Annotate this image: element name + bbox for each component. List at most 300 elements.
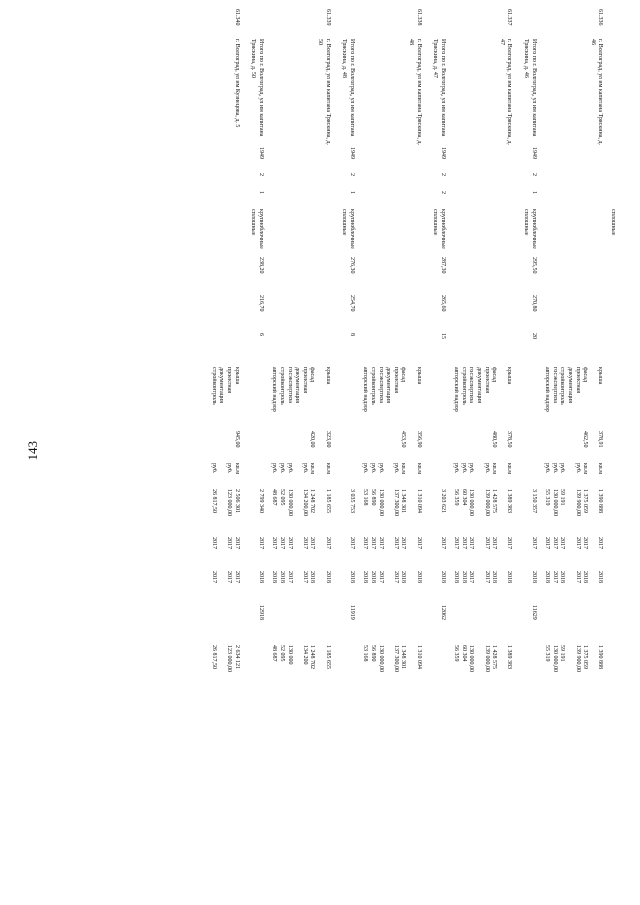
cell-work: фасад [582, 367, 589, 383]
cell-qty [543, 430, 551, 462]
cell-y2: 2017 [377, 571, 384, 583]
cell-code: 61.336 [597, 9, 604, 26]
cell-code [361, 8, 369, 38]
cell-y1: 2017 [460, 537, 467, 549]
cell-code [285, 8, 293, 38]
cell-b: 1 [348, 191, 355, 194]
cell-ref [209, 604, 217, 644]
cell-y2: 2017 [392, 571, 399, 583]
cell-cost: 1 310 094 [415, 489, 422, 513]
cell-cost: 134 200,00 [301, 489, 308, 516]
cell-work [245, 366, 270, 430]
cell-a [277, 172, 285, 190]
cell-sum [517, 644, 542, 696]
cell-unit: руб. [301, 463, 308, 474]
cell-ref [467, 604, 475, 644]
table-row [285, 8, 293, 696]
table-row [497, 8, 517, 696]
cell-b: 2 [439, 191, 446, 194]
cell-qty: 480,50 [491, 431, 498, 448]
cell-area1 [209, 256, 217, 294]
cell-area1 [361, 256, 369, 294]
cell-a [565, 172, 580, 190]
cell-code: 61.337 [506, 9, 513, 26]
cell-people [384, 332, 399, 366]
cell-a [232, 172, 245, 190]
cell-sum: 1 310 094 [415, 645, 422, 669]
cell-qty: 378,50 [506, 431, 513, 448]
cell-unit [336, 462, 361, 488]
cell-a [399, 172, 407, 190]
cell-b [293, 190, 308, 208]
cell-material [565, 208, 580, 256]
cell-material [558, 208, 566, 256]
cell-area2 [608, 294, 616, 332]
cell-address: Итого по г. Волгоград, ул им капитана Тряскина, д. 50 [250, 39, 264, 137]
cell-material: крупноблочные сплошные [341, 209, 355, 249]
cell-y2: 2018 [400, 571, 407, 583]
cell-material [581, 208, 589, 256]
cell-people [368, 332, 376, 366]
cell-b [315, 190, 335, 208]
cell-qty: 420,00 [309, 431, 316, 448]
cell-y1: 2017 [324, 537, 331, 549]
cell-unit: руб. [460, 463, 467, 474]
cell-qty [459, 430, 467, 462]
cell-y2: 2017 [210, 571, 217, 583]
cell-y2: 2018 [506, 571, 513, 583]
cell-y1: 2017 [286, 537, 293, 549]
cell-year [315, 146, 335, 172]
cell-area2 [550, 294, 558, 332]
cell-cost: 60 304 [460, 489, 467, 506]
cell-work: проектная документация [385, 367, 399, 404]
cell-y1: 2017 [377, 537, 384, 549]
cell-code [459, 8, 467, 38]
cell-address [209, 38, 217, 146]
cell-code: 61.340 [233, 9, 240, 26]
cell-area1 [232, 256, 245, 294]
cell-cost: 26 817,50 [210, 489, 217, 513]
cell-year [368, 146, 376, 172]
cell-area2 [376, 294, 384, 332]
cell-y1: 2017 [301, 537, 308, 549]
cell-cost: 53 168 [362, 489, 369, 506]
cell-people [543, 332, 551, 366]
cell-area2: 270,80 [530, 295, 537, 312]
cell-a [558, 172, 566, 190]
cell-b [368, 190, 376, 208]
cell-sum: 130 000,00 [377, 645, 384, 672]
cell-cost: 48 687 [271, 489, 278, 506]
cell-sum: 139 900,00 [574, 645, 581, 672]
cell-work [517, 366, 542, 430]
cell-year [277, 146, 285, 172]
cell-address [308, 38, 316, 146]
cell-b [209, 190, 217, 208]
table-row [277, 8, 285, 696]
cell-people [308, 332, 316, 366]
table-row [558, 8, 566, 696]
cell-ref [384, 604, 399, 644]
cell-area2: 254,70 [348, 295, 355, 312]
cell-y1: 2017 [491, 537, 498, 549]
cell-area1 [376, 256, 384, 294]
cell-code [245, 8, 270, 38]
cell-address [558, 38, 566, 146]
cell-area1 [588, 256, 608, 294]
cell-unit: кв.м [415, 463, 422, 475]
cell-area2 [399, 294, 407, 332]
cell-material [475, 208, 490, 256]
page-number: 143 [25, 441, 40, 461]
cell-code [308, 8, 316, 38]
cell-work: госэкспертиза [551, 367, 558, 403]
cell-b [384, 190, 399, 208]
cell-y2: 2017 [233, 571, 240, 583]
cell-area2 [543, 294, 551, 332]
cell-sum: 1 428 575 [491, 645, 498, 669]
cell-people [565, 332, 580, 366]
cell-work: госэкспертиза [286, 367, 293, 403]
cell-work: крыша [506, 367, 513, 385]
cell-y1: 2017 [559, 537, 566, 549]
cell-work: авторский надзор [544, 367, 551, 412]
table-row [315, 8, 335, 696]
cell-people [459, 332, 467, 366]
cell-sum: 130 000,00 [551, 645, 558, 672]
cell-code [293, 8, 308, 38]
cell-unit: руб. [279, 463, 286, 474]
cell-unit: руб. [544, 463, 551, 474]
cell-address [459, 38, 467, 146]
cell-a [361, 172, 369, 190]
cell-area2 [490, 294, 498, 332]
cell-a [217, 172, 232, 190]
cell-area1 [452, 256, 460, 294]
cell-b [452, 190, 460, 208]
cell-year [308, 146, 316, 172]
cell-area1 [490, 256, 498, 294]
cell-sum: 139 000,00 [483, 645, 490, 672]
cell-code [517, 8, 542, 38]
cell-area2 [459, 294, 467, 332]
cell-b [399, 190, 407, 208]
cell-area1: 287,30 [439, 257, 446, 274]
cell-sum: 123 000,00 [226, 645, 233, 672]
cell-address [293, 38, 308, 146]
cell-y2: 2018 [559, 571, 566, 583]
cell-code: 61.339 [324, 9, 331, 26]
cell-area2 [315, 294, 335, 332]
cell-people [406, 332, 426, 366]
cell-material [361, 208, 369, 256]
cell-sum [427, 644, 452, 696]
cell-b [490, 190, 498, 208]
cell-address [550, 38, 558, 146]
cell-work: госэкспертиза [377, 367, 384, 403]
cell-area1 [399, 256, 407, 294]
cell-year [550, 146, 558, 172]
cell-ref [361, 604, 369, 644]
cell-unit: руб. [468, 463, 475, 474]
cell-y2: 2018 [309, 571, 316, 583]
cell-b [406, 190, 426, 208]
cell-y2: 2017 [574, 571, 581, 583]
cell-ref [308, 604, 316, 644]
cell-code [543, 8, 551, 38]
cell-sum: 55 319 [544, 645, 551, 662]
cell-material [459, 208, 467, 256]
cell-year: 1949 [530, 147, 537, 159]
cell-ref: 11919 [348, 605, 355, 620]
cell-unit [245, 462, 270, 488]
cell-year [490, 146, 498, 172]
cell-y2: 2018 [544, 571, 551, 583]
cell-area1 [467, 256, 475, 294]
cell-b [497, 190, 517, 208]
cell-work: авторский надзор [453, 367, 460, 412]
cell-cost: 1 389 383 [506, 489, 513, 513]
cell-y1: 2017 [210, 537, 217, 549]
cell-b [285, 190, 293, 208]
cell-year [608, 146, 616, 172]
cell-work: авторский надзор [362, 367, 369, 412]
cell-ref: 11629 [530, 605, 537, 620]
cell-qty: 356,90 [415, 431, 422, 448]
cell-sum: 2 634 121 [233, 645, 240, 669]
cell-unit: руб. [377, 463, 384, 474]
cell-work: стройконтроль [210, 367, 217, 405]
repair-program-table [209, 8, 616, 696]
table-row [217, 8, 232, 696]
cell-work: проектная документация [476, 367, 490, 404]
cell-area2 [361, 294, 369, 332]
cell-work: стройконтроль [279, 367, 286, 405]
cell-ref: 12918 [257, 605, 264, 620]
cell-address: г. Волгоград, ул им капитана Тряскина, д. 46 [589, 39, 604, 145]
cell-ref [399, 604, 407, 644]
cell-b [277, 190, 285, 208]
cell-address [217, 38, 232, 146]
cell-qty [336, 430, 361, 462]
cell-a [368, 172, 376, 190]
cell-unit: кв.м [582, 463, 589, 475]
cell-area1 [497, 256, 517, 294]
cell-code [581, 8, 589, 38]
cell-people [270, 332, 278, 366]
cell-qty [217, 430, 232, 462]
cell-area2 [565, 294, 580, 332]
cell-cost: 130 000,00 [468, 489, 475, 516]
table-row [232, 8, 245, 696]
cell-area2 [209, 294, 217, 332]
cell-address: Итого по г. Волгоград, ул им капитана Тряскина, д. 48 [341, 39, 355, 137]
cell-people: 6 [257, 333, 264, 336]
cell-unit: кв.м [506, 463, 513, 475]
cell-code [336, 8, 361, 38]
cell-year [270, 146, 278, 172]
cell-y1: 2017 [369, 537, 376, 549]
cell-material [209, 208, 217, 256]
cell-sum: 48 687 [271, 645, 278, 662]
table-row [543, 8, 551, 696]
cell-area1 [270, 256, 278, 294]
cell-people [285, 332, 293, 366]
cell-qty [209, 430, 217, 462]
table-row [550, 8, 558, 696]
cell-y1: 2017 [506, 537, 513, 549]
cell-b [361, 190, 369, 208]
cell-year [293, 146, 308, 172]
cell-people [209, 332, 217, 366]
cell-ref [550, 604, 558, 644]
cell-cost: 130 000,00 [377, 489, 384, 516]
cell-area2 [558, 294, 566, 332]
cell-area1: 276,30 [348, 257, 355, 274]
cell-area2 [406, 294, 426, 332]
cell-cost [608, 488, 616, 536]
table-row [565, 8, 580, 696]
cell-qty [475, 430, 490, 462]
table-row [406, 8, 426, 696]
cell-ref [588, 604, 608, 644]
cell-area1: 238,20 [257, 257, 264, 274]
cell-sum: 1 390 888 [597, 645, 604, 669]
cell-year [217, 146, 232, 172]
table-total-row [517, 8, 542, 696]
cell-a [490, 172, 498, 190]
cell-material: крупноблочные сплошные [432, 209, 446, 249]
cell-people [217, 332, 232, 366]
cell-sum: 137 300,00 [392, 645, 399, 672]
cell-y1: 2017 [392, 537, 399, 549]
cell-qty [565, 430, 580, 462]
cell-material [285, 208, 293, 256]
cell-material: крупноблочные сплошные [250, 209, 264, 249]
cell-y1: 2017 [530, 537, 537, 549]
cell-cost: 1 428 575 [491, 489, 498, 513]
cell-y2: 2018 [362, 571, 369, 583]
cell-material [452, 208, 460, 256]
cell-people [550, 332, 558, 366]
cell-a [285, 172, 293, 190]
cell-a [270, 172, 278, 190]
cell-unit: кв.м [491, 463, 498, 475]
table-row [361, 8, 369, 696]
cell-qty [467, 430, 475, 462]
cell-y2: 2018 [530, 571, 537, 583]
cell-people [293, 332, 308, 366]
table-row [376, 8, 384, 696]
cell-code [384, 8, 399, 38]
cell-ref [217, 604, 232, 644]
cell-unit: руб. [392, 463, 399, 474]
cell-people [376, 332, 384, 366]
cell-work: крыша [233, 367, 240, 385]
cell-code [399, 8, 407, 38]
cell-cost: 130 000,00 [551, 489, 558, 516]
cell-address [581, 38, 589, 146]
cell-ref [452, 604, 460, 644]
cell-area1 [406, 256, 426, 294]
cell-people [588, 332, 608, 366]
cell-ref [490, 604, 498, 644]
cell-year [558, 146, 566, 172]
cell-material [277, 208, 285, 256]
table-row [270, 8, 278, 696]
cell-y1: 2017 [468, 537, 475, 549]
cell-a [452, 172, 460, 190]
table-row [308, 8, 316, 696]
table-row [399, 8, 407, 696]
cell-a: 2 [530, 173, 537, 176]
cell-ref [543, 604, 551, 644]
cell-y1: 2017 [551, 537, 558, 549]
cell-sum: 1 375 059 [582, 645, 589, 669]
cell-qty [293, 430, 308, 462]
cell-area1 [368, 256, 376, 294]
cell-ref [558, 604, 566, 644]
cell-sum: 59 191 [559, 645, 566, 662]
cell-address [399, 38, 407, 146]
cell-work: крыша [597, 367, 604, 385]
cell-y1: 2017 [279, 537, 286, 549]
table-total-row [245, 8, 270, 696]
cell-address: Итого по г. Волгоград, ул им капитана Тряскина, д. 46 [523, 39, 537, 137]
cell-year [565, 146, 580, 172]
cell-unit [427, 462, 452, 488]
cell-address: г. Волгоград, ул им капитана Тряскина, д. 50 [317, 39, 331, 145]
cell-address [270, 38, 278, 146]
cell-b [543, 190, 551, 208]
cell-area1 [550, 256, 558, 294]
cell-cost: 2 506 301 [233, 489, 240, 513]
cell-y1: 2017 [597, 537, 604, 549]
cell-area2 [581, 294, 589, 332]
cell-material [217, 208, 232, 256]
cell-b: 1 [257, 191, 264, 194]
cell-a [315, 172, 335, 190]
cell-address [384, 38, 399, 146]
cell-work: проектная документация [218, 367, 233, 404]
cell-cost: 123 000,00 [226, 489, 233, 516]
cell-y1: 2017 [362, 537, 369, 549]
cell-material [467, 208, 475, 256]
cell-sum: 26 817,50 [210, 645, 217, 669]
cell-y2: 2018 [415, 571, 422, 583]
cell-work [336, 366, 361, 430]
cell-y2: 2018 [491, 571, 498, 583]
cell-code [270, 8, 278, 38]
table-row [293, 8, 308, 696]
cell-sum: 130 000,00 [468, 645, 475, 672]
cell-y2: 2018 [279, 571, 286, 583]
cell-b [459, 190, 467, 208]
cell-qty [550, 430, 558, 462]
cell-people [361, 332, 369, 366]
cell-area1 [565, 256, 580, 294]
cell-y1: 2017 [439, 537, 446, 549]
cell-area2 [270, 294, 278, 332]
cell-qty [376, 430, 384, 462]
cell-qty [277, 430, 285, 462]
cell-area1 [558, 256, 566, 294]
cell-a [459, 172, 467, 190]
cell-work: фасад [491, 367, 498, 383]
cell-y2: 2017 [551, 571, 558, 583]
cell-unit: руб. [286, 463, 293, 474]
